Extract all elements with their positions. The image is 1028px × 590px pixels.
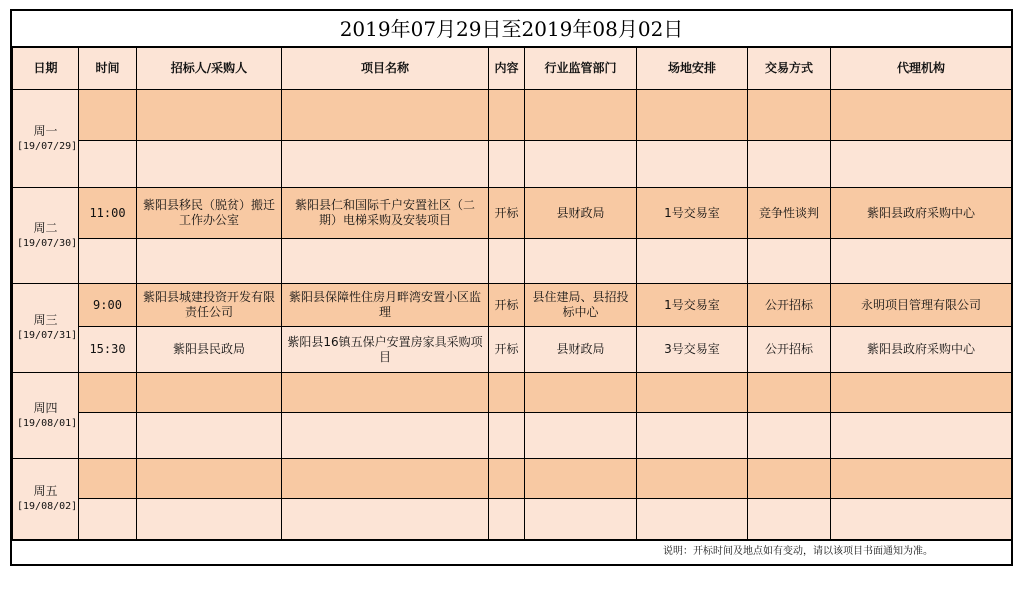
cell-content: [489, 413, 525, 459]
cell-dept: 县住建局、县招投标中心: [525, 284, 637, 327]
cell-content: 开标: [489, 188, 525, 239]
day-cell: [13, 373, 79, 459]
cell-dept: [525, 499, 637, 540]
cell-buyer: [137, 141, 282, 188]
cell-project: 紫阳县16镇五保户安置房家具采购项目: [282, 327, 489, 373]
cell-venue: [637, 459, 748, 499]
day-cell: [13, 459, 79, 540]
cell-venue: 1号交易室: [637, 188, 748, 239]
cell-agency: [831, 90, 1012, 141]
cell-time: 11:00: [79, 188, 137, 239]
cell-method: 竞争性谈判: [748, 188, 831, 239]
cell-venue: [637, 373, 748, 413]
cell-project: [282, 90, 489, 141]
day-date: [19/07/31]: [17, 330, 78, 341]
cell-agency: [831, 499, 1012, 540]
cell-dept: [525, 459, 637, 499]
day-cell: [13, 284, 79, 373]
cell-agency: 永明项目管理有限公司: [831, 284, 1012, 327]
cell-dept: [525, 90, 637, 141]
table-row: [13, 188, 1012, 239]
table-row: [13, 239, 1012, 284]
cell-venue: [637, 239, 748, 284]
cell-dept: [525, 373, 637, 413]
day-cell: [13, 90, 79, 188]
cell-content: [489, 239, 525, 284]
cell-time: [79, 499, 137, 540]
day-name: 周四: [33, 400, 58, 415]
cell-dept: [525, 413, 637, 459]
table-row: [13, 90, 1012, 141]
header-dept: 行业监管部门: [525, 48, 637, 90]
table-row: [13, 459, 1012, 499]
cell-method: [748, 141, 831, 188]
table-row: [13, 141, 1012, 188]
header-buyer: 招标人/采购人: [137, 48, 282, 90]
cell-method: [748, 373, 831, 413]
cell-buyer: [137, 373, 282, 413]
cell-dept: [525, 141, 637, 188]
cell-method: [748, 90, 831, 141]
cell-method: [748, 499, 831, 540]
cell-venue: 1号交易室: [637, 284, 748, 327]
cell-time: [79, 239, 137, 284]
cell-venue: [637, 141, 748, 188]
cell-content: [489, 459, 525, 499]
header-row: [13, 48, 1012, 90]
cell-agency: 紫阳县政府采购中心: [831, 188, 1012, 239]
cell-project: [282, 499, 489, 540]
day-name: 周五: [33, 484, 58, 498]
cell-project: [282, 141, 489, 188]
cell-venue: [637, 90, 748, 141]
cell-buyer: 紫阳县移民（脱贫）搬迁工作办公室: [137, 188, 282, 239]
cell-time: 9:00: [79, 284, 137, 327]
day-date: [19/08/01]: [17, 417, 78, 429]
cell-method: [748, 413, 831, 459]
cell-time: [79, 373, 137, 413]
cell-buyer: 紫阳县城建投资开发有限责任公司: [137, 284, 282, 327]
cell-project: 紫阳县仁和国际千户安置社区（二期）电梯采购及安装项目: [282, 188, 489, 239]
schedule-body: [13, 90, 1012, 540]
cell-agency: [831, 141, 1012, 188]
cell-agency: 紫阳县政府采购中心: [831, 327, 1012, 373]
day-date: [19/08/02]: [17, 501, 78, 512]
cell-agency: [831, 413, 1012, 459]
cell-content: [489, 141, 525, 188]
cell-project: [282, 413, 489, 459]
header-venue: 场地安排: [637, 48, 748, 90]
table-row: [13, 284, 1012, 327]
day-name: 周三: [33, 313, 58, 327]
header-method: 交易方式: [748, 48, 831, 90]
cell-dept: [525, 239, 637, 284]
cell-project: [282, 239, 489, 284]
cell-dept: 县财政局: [525, 188, 637, 239]
cell-buyer: 紫阳县民政局: [137, 327, 282, 373]
header-content: 内容: [489, 48, 525, 90]
table-row: [13, 327, 1012, 373]
cell-project: [282, 459, 489, 499]
cell-time: [79, 413, 137, 459]
cell-project: 紫阳县保障性住房月畔湾安置小区监理: [282, 284, 489, 327]
cell-buyer: [137, 239, 282, 284]
cell-content: [489, 90, 525, 141]
day-name: 周二: [33, 220, 58, 235]
cell-content: 开标: [489, 284, 525, 327]
header-project: 项目名称: [282, 48, 489, 90]
cell-content: 开标: [489, 327, 525, 373]
cell-time: [79, 90, 137, 141]
cell-venue: [637, 413, 748, 459]
cell-content: [489, 373, 525, 413]
cell-buyer: [137, 90, 282, 141]
cell-time: [79, 141, 137, 188]
cell-method: [748, 459, 831, 499]
cell-method: 公开招标: [748, 327, 831, 373]
day-cell: [13, 188, 79, 284]
schedule-table: [12, 47, 1012, 540]
cell-buyer: [137, 499, 282, 540]
cell-content: [489, 499, 525, 540]
cell-agency: [831, 239, 1012, 284]
cell-dept: 县财政局: [525, 327, 637, 373]
cell-method: 公开招标: [748, 284, 831, 327]
day-name: 周一: [33, 123, 58, 138]
header-agency: 代理机构: [831, 48, 1012, 90]
day-date: [19/07/30]: [17, 237, 78, 249]
cell-time: [79, 459, 137, 499]
cell-time: 15:30: [79, 327, 137, 373]
day-date: [19/07/29]: [17, 140, 78, 152]
cell-venue: 3号交易室: [637, 327, 748, 373]
table-row: [13, 373, 1012, 413]
cell-buyer: [137, 459, 282, 499]
table-row: [13, 413, 1012, 459]
header-date: 日期: [13, 48, 79, 90]
footer-note: 说明：开标时间及地点如有变动，请以该项目书面通知为准。: [12, 540, 1011, 564]
header-time: 时间: [79, 48, 137, 90]
schedule-sheet: [10, 9, 1013, 566]
cell-buyer: [137, 413, 282, 459]
cell-agency: [831, 373, 1012, 413]
cell-venue: [637, 499, 748, 540]
page-title: 2019年07月29日至2019年08月02日: [12, 11, 1011, 47]
table-row: [13, 499, 1012, 540]
cell-method: [748, 239, 831, 284]
cell-project: [282, 373, 489, 413]
cell-agency: [831, 459, 1012, 499]
